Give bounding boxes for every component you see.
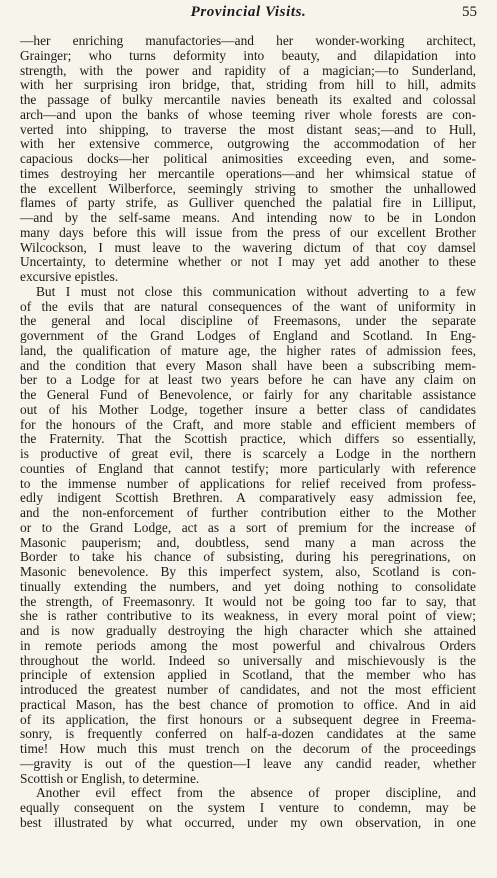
page-number: 55 <box>462 4 477 20</box>
running-title: Provincial Visits. <box>190 4 307 20</box>
text-line: to the immense number of applications for relief received from profess- <box>20 475 476 491</box>
text-line: ber to a Lodge for at least two years before he can have any claim on <box>20 372 476 388</box>
text-line: in remote periods among the most powerful and chivalrous Orders <box>20 637 476 653</box>
text-line: throughout the world. Indeed so universally and mischievously is the <box>20 652 476 668</box>
text-line: Masonic pauperism; and, doubtless, send many a man across the <box>20 534 476 550</box>
text-line: and is now gradually destroying the high character which she attained <box>20 623 476 638</box>
text-line: practical Mason, has the best chance of promotion to office. And in aid <box>20 696 476 712</box>
text-line: principle of extension applied in Scotland, that the member who has <box>20 667 476 683</box>
text-line: the general and local discipline of Freemasons, under the separate <box>20 313 476 329</box>
text-line: times destroying her mercantile operations—and her whimsical statue of <box>20 165 476 181</box>
text-line: for the honours of the Craft, and more stable and efficient members of <box>20 416 476 432</box>
paragraph <box>20 285 476 787</box>
text-line: Uncertainty, to determine whether or not I may yet add another to these <box>20 254 476 270</box>
text-line: of its application, the first honours or a subsequent degree in Freema- <box>20 711 476 727</box>
text-line: the passage of bulky mercantile navies beneath its exalted and colossal <box>20 92 476 107</box>
text-line: —and by the self-same means. And intending now to be in London <box>20 210 476 225</box>
text-line: —her enriching manufactories—and her wonder-working architect, <box>20 33 476 48</box>
body-text <box>20 34 476 831</box>
text-line: and the non-enforcement of further contribution either to the Mother <box>20 505 476 520</box>
text-line: the General Fund of Benevolence, or fairly for any charitable assistance <box>20 387 476 402</box>
text-line: But I must not close this communication without adverting to a few <box>36 283 476 299</box>
text-line: with her extensive commerce, outgrowing the accommodation of her <box>20 136 476 152</box>
text-line: strength, with the power and rapidity of a magician;—to Sunderland, <box>20 62 476 78</box>
text-line: is productive of great evil, there is scarcely a Lodge in the northern <box>20 446 476 461</box>
text-line: Grainger; who turns deformity into beauty, and dilapidation into <box>20 47 476 63</box>
text-line: Border to take his chance of subsisting, during his peregrinations, on <box>20 549 476 565</box>
text-line: counties of England that cannot testify; more particularly with reference <box>20 460 476 476</box>
paragraph <box>20 34 476 285</box>
text-line: and the condition that every Mason shall have been a subscribing mem- <box>20 357 476 373</box>
text-line: —gravity is out of the question—I leave any candid reader, whether <box>20 755 476 771</box>
text-line: Another evil effect from the absence of proper discipline, and <box>36 785 476 801</box>
text-line: edly indigent Scottish Brethren. A comparatively easy admission fee, <box>20 490 476 506</box>
running-head <box>0 4 497 26</box>
text-line: the strength, of Freemasonry. It would not be going too far to say, that <box>20 593 476 609</box>
text-line: best illustrated by what occurred, under my own observation, in one <box>20 814 476 830</box>
text-line: of the evils that are natural consequences of the want of uniformity in <box>20 298 476 314</box>
text-line: government of the Grand Lodges of England and Scotland. In Eng- <box>20 328 476 343</box>
text-line: many days before this will issue from the press of our excellent Brother <box>20 224 476 240</box>
text-line: arch—and upon the banks of whose teeming river whole forests are con- <box>20 106 476 122</box>
text-line: with her surprising iron bridge, that, striding from hill to hill, admits <box>20 77 476 93</box>
text-line: introduced the greatest number of candidates, and not the most efficient <box>20 682 476 697</box>
text-line: the Fraternity. That the Scottish practice, which differs so essentially, <box>20 431 476 447</box>
text-line: verted into shipping, to traverse the most distant seas;—and to Hull, <box>20 121 476 137</box>
text-line: Wilcockson, I must leave to the wavering dictum of that coy damsel <box>20 239 476 255</box>
text-line: excursive epistles. <box>20 269 119 284</box>
text-line: out of his Mother Lodge, together insure a better class of candidates <box>20 401 476 417</box>
text-line: capacious docks—her political animosities exceeding even, and some- <box>20 151 476 166</box>
text-line: land, the qualification of mature age, the higher rates of admission fees, <box>20 342 476 358</box>
text-line: sonry, is frequently conferred on half-a-dozen candidates at the same <box>20 726 476 742</box>
text-line: flames of party strife, as Gulliver quenched the palatial fire in Lilliput, <box>20 195 476 211</box>
text-line: she is rather contributive to its weakness, in every moral point of view; <box>20 608 476 624</box>
text-line: tinually extending the numbers, and yet doing nothing to consolidate <box>20 578 476 594</box>
text-line: equally consequent on the system I venture to condemn, may be <box>20 800 476 815</box>
text-line: time! How much this must trench on the decorum of the proceedings <box>20 741 476 756</box>
text-line: Masonic benevolence. By this imperfect system, also, Scotland is con- <box>20 564 476 579</box>
text-line: or to the Grand Lodge, act as a sort of premium for the increase of <box>20 519 476 535</box>
text-line: Scottish or English, to determine. <box>20 770 200 786</box>
text-line: the excellent Wilberforce, seemingly striving to smother the unhallowed <box>20 180 476 196</box>
paragraph <box>20 786 476 830</box>
